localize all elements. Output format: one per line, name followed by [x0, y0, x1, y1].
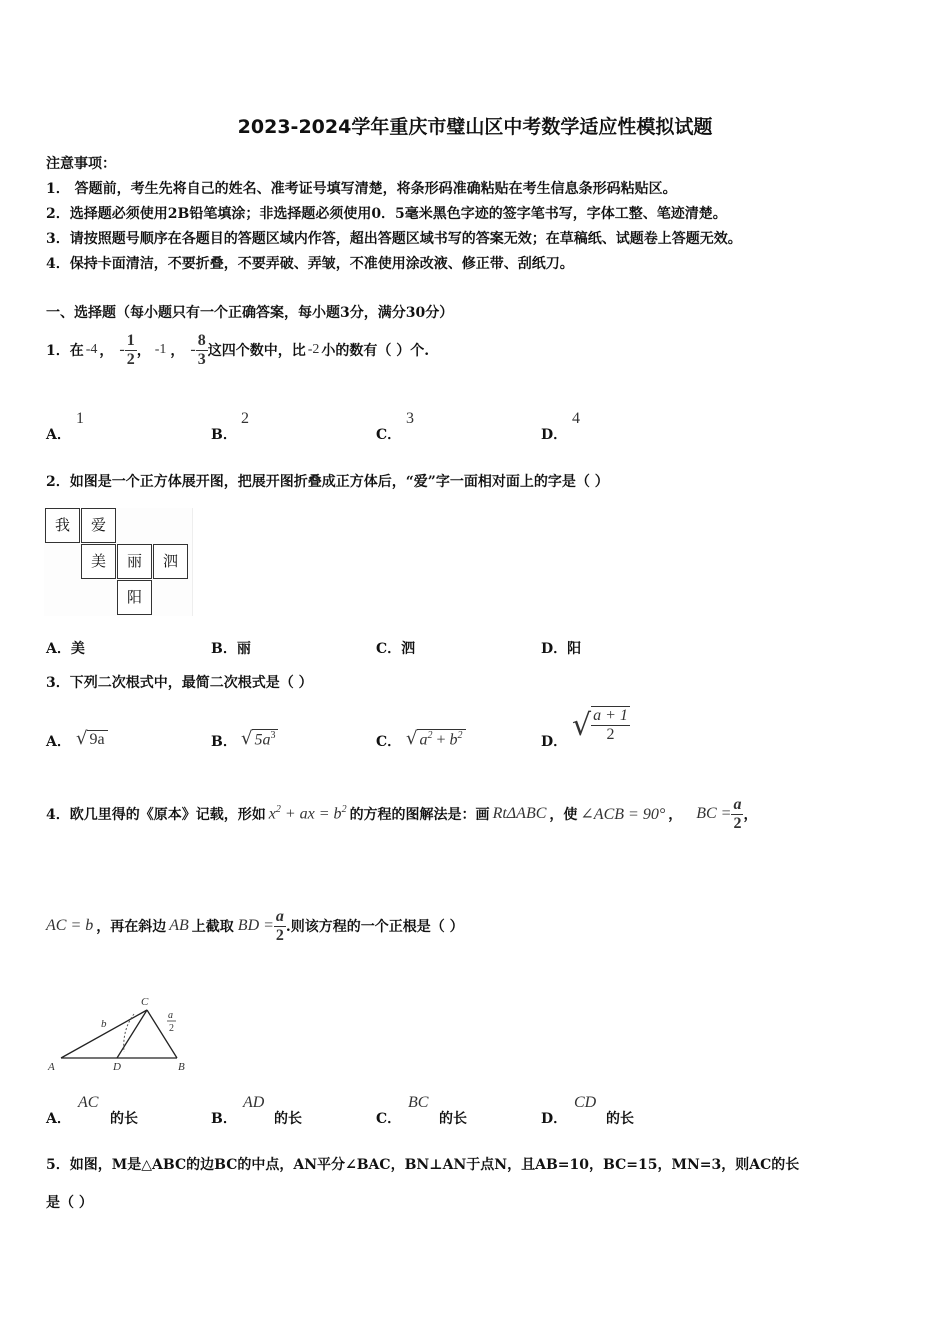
q4-triangle: RtΔABC — [492, 805, 547, 822]
q4-text: ，再在斜边 — [96, 919, 167, 935]
cube-net-cell: 泗 — [153, 544, 188, 579]
q1-option-d-label: D． — [541, 427, 568, 443]
notice-item: 2．选择题必须使用2B铅笔填涂；非选择题必须使用0．5毫米黑色字迹的签字笔书写，字体工整、笔迹清楚。 — [46, 206, 727, 222]
q1-mid: 这四个数中，比 — [207, 343, 306, 359]
q2-option-d — [541, 638, 581, 658]
q4-option-a-label: A． — [46, 1111, 71, 1127]
cube-net-figure — [44, 508, 193, 616]
term: b — [449, 731, 458, 748]
q4-text: 的方程的图解法是：画 — [349, 807, 490, 823]
cube-net-cell: 阳 — [117, 580, 152, 615]
notice-item: 3．请按照题号顺序在各题目的答题区域内作答，超出答题区域书写的答案无效；在草稿纸、试题卷上答题无效。 — [46, 231, 742, 247]
label-a: A — [48, 1061, 55, 1073]
q4-bc: BC = — [696, 805, 732, 822]
q1-compare: -2 — [307, 342, 320, 357]
q4-option-b-suffix: 的长 — [274, 1111, 302, 1127]
q4-option-a-suffix: 的长 — [110, 1111, 138, 1127]
q3-option-b-label: B． — [211, 734, 237, 750]
q1-fraction-2 — [196, 332, 208, 369]
label-a-side: a — [168, 1010, 173, 1021]
page-title: 2023-2024学年重庆市璧山区中考数学适应性模拟试题 — [237, 116, 713, 138]
question-5-line-2: 是（ ） — [46, 1195, 93, 1211]
segment-cd — [117, 1010, 147, 1058]
q1-sep: ， — [170, 343, 185, 359]
q1-option-b-value: 2 — [241, 410, 249, 427]
plus-sign: + — [436, 731, 446, 748]
exponent: 3 — [270, 729, 276, 741]
question-4-line-1 — [46, 792, 757, 836]
eq-term: x — [268, 805, 276, 823]
denominator: 2 — [275, 926, 284, 944]
q1-option-c-value: 3 — [406, 410, 414, 427]
q1-option-a-label: A． — [46, 427, 71, 443]
notice-heading: 注意事项： — [46, 156, 116, 172]
q1-option-b-label: B． — [211, 427, 237, 443]
q1-suffix: 小的数有（ ）个. — [321, 343, 430, 359]
q1-sep: ， — [99, 343, 114, 359]
q4-text: 上截取 — [191, 919, 234, 935]
notice-item: 1． 答题前，考生先将自己的姓名、准考证号填写清楚，将条形码准确粘贴在考生信息条形码粘贴区。 — [46, 181, 677, 197]
question-1 — [46, 328, 429, 372]
q3-option-b-value: √ $5a^3$ — [241, 728, 278, 749]
question-5-line-1: 5．如图，M是△ABC的边BC的中点，AN平分∠BAC，BN⊥AN于点N，且AB=10，BC=15，MN=3，则AC的长 — [46, 1157, 800, 1173]
q4-text: 4．欧几里得的《原本》记载，形如 — [46, 807, 266, 823]
label-c: C — [141, 996, 149, 1008]
denominator: 3 — [197, 350, 206, 368]
option-label: A． — [46, 641, 71, 657]
label-b: B — [178, 1061, 185, 1073]
exponent: 2 — [275, 804, 281, 816]
q1-sep: ， — [136, 343, 151, 359]
cube-net-cell: 爱 — [81, 508, 116, 543]
question-2: 2．如图是一个正方体展开图，把展开图折叠成正方体后，“爱”字一面相对面上的字是（ ） — [46, 474, 609, 490]
q4-option-c-seg: BC — [408, 1094, 429, 1111]
q4-text: ， — [668, 807, 683, 823]
q1-number: -4 — [85, 342, 98, 357]
option-label: B． — [211, 641, 237, 657]
option-label: D． — [541, 641, 568, 657]
notice-item: 4．保持卡面清洁，不要折叠，不要弄破、弄皱，不准使用涂改液、修正带、刮纸刀。 — [46, 256, 574, 272]
q1-option-d-value: 4 — [572, 410, 580, 427]
cube-net-cell: 丽 — [117, 544, 152, 579]
q1-neg: - — [119, 341, 125, 358]
q3-option-c-label: C． — [376, 734, 402, 750]
q3-option-a-value: √ 9a — [76, 728, 108, 749]
q1-number: -1 — [154, 342, 167, 357]
question-3: 3．下列二次根式中，最简二次根式是（ ） — [46, 675, 313, 691]
label-b-side: b — [101, 1018, 107, 1030]
q4-option-b-label: B． — [211, 1111, 237, 1127]
radicand: 9a — [87, 730, 107, 749]
q4-text: ， — [743, 807, 758, 823]
denominator: 2 — [126, 350, 135, 368]
eq-term: + ax = b — [280, 805, 342, 823]
q4-text: ，使 — [549, 807, 578, 823]
q4-option-c-suffix: 的长 — [439, 1111, 467, 1127]
q2-option-c — [376, 638, 415, 658]
option-value: 泗 — [401, 641, 416, 657]
q1-option-c-label: C． — [376, 427, 402, 443]
numerator: a — [733, 795, 742, 813]
cube-net-cell: 我 — [45, 508, 80, 543]
q3-option-a-label: A． — [46, 734, 71, 750]
q4-option-d-suffix: 的长 — [606, 1111, 634, 1127]
q3-option-d-value: √ $\frac{a + 1}{2}$ — [572, 707, 628, 743]
q4-ac: AC = b — [46, 917, 94, 934]
q4-bd: BD = — [237, 917, 274, 934]
q1-fraction-1 — [125, 332, 137, 369]
exponent: 2 — [427, 729, 433, 741]
numerator: a — [275, 907, 284, 925]
q2-option-a — [46, 638, 85, 658]
numerator: 1 — [126, 331, 135, 349]
q4-option-a-seg: AC — [78, 1094, 99, 1111]
term: a — [419, 731, 428, 748]
label-d: D — [113, 1061, 121, 1073]
q2-option-b — [211, 638, 251, 658]
triangle-figure — [44, 990, 194, 1075]
exponent: 2 — [341, 804, 347, 816]
q4-option-c-label: C． — [376, 1111, 402, 1127]
option-label: C． — [376, 641, 402, 657]
q4-angle: ∠ACB = 90° — [580, 806, 666, 823]
exponent: 2 — [457, 729, 463, 741]
q4-option-d-label: D． — [541, 1111, 568, 1127]
section-heading: 一、选择题（每小题只有一个正确答案，每小题3分，满分30分） — [46, 305, 454, 321]
question-4-line-2 — [46, 904, 464, 948]
option-value: 阳 — [567, 641, 582, 657]
q1-prefix: 1．在 — [46, 343, 84, 359]
option-value: 丽 — [236, 641, 251, 657]
q4-text: .则该方程的一个正根是（ ） — [285, 919, 464, 935]
q3-option-d-label: D． — [541, 734, 568, 750]
denominator: 2 — [733, 814, 742, 832]
q1-neg: - — [190, 341, 196, 358]
denominator: 2 — [606, 726, 615, 743]
cube-net-cell: 美 — [81, 544, 116, 579]
q4-option-b-seg: AD — [243, 1094, 265, 1111]
numerator: 8 — [197, 331, 206, 349]
label-two: 2 — [169, 1023, 174, 1034]
q4-ab: AB — [169, 917, 189, 934]
q3-option-c-value: √ $a^2 + b^2$ — [406, 728, 466, 749]
option-value: 美 — [70, 641, 85, 657]
q1-option-a-value: 1 — [76, 410, 84, 427]
q4-option-d-seg: CD — [574, 1094, 597, 1111]
numerator: a + 1 — [593, 707, 628, 724]
radicand: 5a — [254, 731, 271, 748]
